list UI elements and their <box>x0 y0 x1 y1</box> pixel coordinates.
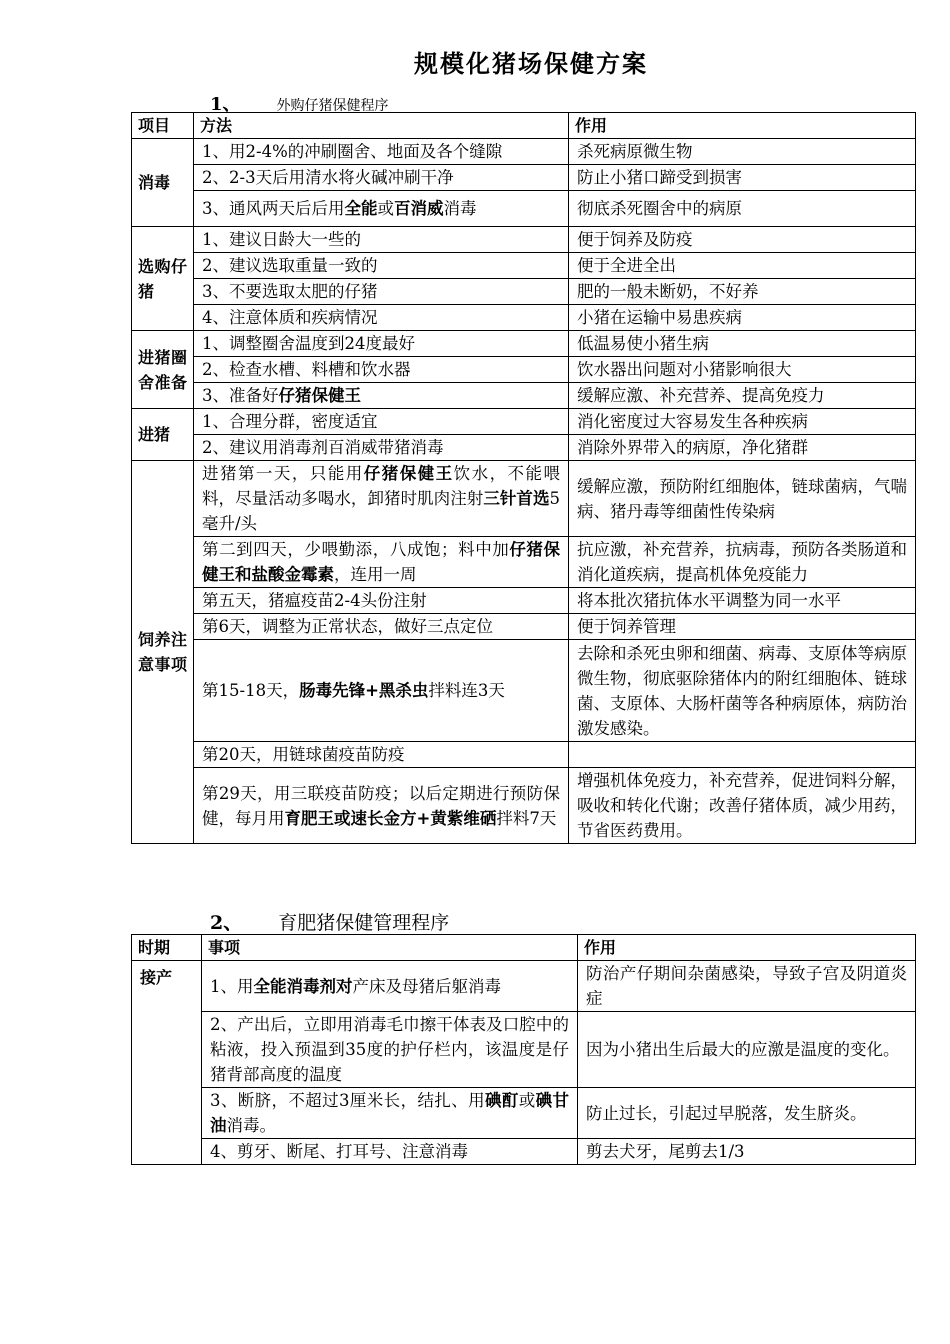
effect-cell: 便于饲养及防疫 <box>569 227 916 253</box>
page-title: 规模化猪场保健方案 <box>414 50 648 78</box>
effect-cell: 防治产仔期间杂菌感染，导致子宫及阴道炎症 <box>578 961 916 1012</box>
header-effect: 作用 <box>578 935 916 961</box>
table-row <box>132 768 916 844</box>
header-period: 时期 <box>132 935 202 961</box>
table-row <box>132 357 916 383</box>
effect-cell: 因为小猪出生后最大的应激是温度的变化。 <box>578 1012 916 1088</box>
section1-number: 1、 <box>210 94 241 115</box>
table-header-row <box>132 113 916 139</box>
method-cell: 2、产出后，立即用消毒毛巾擦干体表及口腔中的粘液，投入预温到35度的护仔栏内，该温度是仔猪背部高度的温度 <box>202 1012 578 1088</box>
effect-cell: 肥的一般未断奶，不好养 <box>569 279 916 305</box>
table-row <box>132 588 916 614</box>
header-matter: 事项 <box>202 935 578 961</box>
effect-cell <box>569 742 916 768</box>
product-name: 百消威 <box>394 199 444 218</box>
product-name: 全能 <box>344 199 378 218</box>
section2-number: 2、 <box>210 912 243 934</box>
method-cell: 4、剪牙、断尾、打耳号、注意消毒 <box>202 1139 578 1165</box>
table-row <box>132 253 916 279</box>
method-cell: 2、建议用消毒剂百消威带猪消毒 <box>194 435 569 461</box>
product-name: 碘甘油 <box>210 1091 570 1135</box>
effect-cell: 增强机体免疫力，补充营养，促进饲料分解，吸收和转化代谢；改善仔猪体质，减少用药，节省医药费用。 <box>569 768 916 844</box>
effect-cell: 消化密度过大容易发生各种疾病 <box>569 409 916 435</box>
table-row <box>132 614 916 640</box>
effect-cell: 便于饲养管理 <box>569 614 916 640</box>
product-name: 三针首选 <box>483 489 550 508</box>
category-cell: 进猪圈舍准备 <box>132 331 194 409</box>
effect-cell: 将本批次猪抗体水平调整为同一水平 <box>569 588 916 614</box>
method-cell: 进猪第一天，只能用仔猪保健王饮水，不能喂料，尽量活动多喝水，卸猪时肌肉注射三针首选5毫升/头 <box>194 461 569 537</box>
method-cell: 3、不要选取太肥的仔猪 <box>194 279 569 305</box>
effect-cell: 低温易使小猪生病 <box>569 331 916 357</box>
table-header-row <box>132 935 916 961</box>
method-cell: 1、用全能消毒剂对产床及母猪后躯消毒 <box>202 961 578 1012</box>
table-row <box>132 409 916 435</box>
method-cell: 2、2-3天后用清水将火碱冲刷干净 <box>194 165 569 191</box>
category-cell: 饲养注意事项 <box>132 461 194 844</box>
table-row <box>132 1012 916 1088</box>
table-row <box>132 537 916 588</box>
header-item: 项目 <box>132 113 194 139</box>
effect-cell: 缓解应激、补充营养、提高免疫力 <box>569 383 916 409</box>
table-row <box>132 191 916 227</box>
table-row <box>132 640 916 742</box>
table-row <box>132 139 916 165</box>
effect-cell: 彻底杀死圈舍中的病原 <box>569 191 916 227</box>
table-row <box>132 435 916 461</box>
method-cell: 1、建议日龄大一些的 <box>194 227 569 253</box>
method-cell: 第29天，用三联疫苗防疫；以后定期进行预防保健，每月用育肥王或速长金方+黄紫维硒拌料7天 <box>194 768 569 844</box>
table-row <box>132 165 916 191</box>
method-cell: 第二到四天，少喂勤添，八成饱；料中加仔猪保健王和盐酸金霉素，连用一周 <box>194 537 569 588</box>
finishing-pig-table <box>131 934 916 1165</box>
effect-cell: 防止小猪口蹄受到损害 <box>569 165 916 191</box>
method-cell: 1、用2-4%的冲刷圈舍、地面及各个缝隙 <box>194 139 569 165</box>
effect-cell: 饮水器出问题对小猪影响很大 <box>569 357 916 383</box>
method-cell: 2、检查水槽、料槽和饮水器 <box>194 357 569 383</box>
category-cell: 选购仔猪 <box>132 227 194 331</box>
method-cell: 3、通风两天后后用全能或百消威消毒 <box>194 191 569 227</box>
method-cell: 4、注意体质和疾病情况 <box>194 305 569 331</box>
method-cell: 第五天，猪瘟疫苗2-4头份注射 <box>194 588 569 614</box>
product-name: 育肥王或速长金方+黄紫维硒 <box>284 808 497 828</box>
effect-cell: 便于全进全出 <box>569 253 916 279</box>
product-name: 仔猪保健王 <box>363 464 454 483</box>
effect-cell: 杀死病原微生物 <box>569 139 916 165</box>
purchased-piglet-table <box>131 112 916 844</box>
header-method: 方法 <box>194 113 569 139</box>
method-cell: 1、调整圈舍温度到24度最好 <box>194 331 569 357</box>
method-cell: 第20天，用链球菌疫苗防疫 <box>194 742 569 768</box>
effect-cell: 小猪在运输中易患疾病 <box>569 305 916 331</box>
table-row <box>132 742 916 768</box>
category-cell: 消毒 <box>132 139 194 227</box>
method-cell: 1、合理分群，密度适宜 <box>194 409 569 435</box>
effect-cell: 抗应激，补充营养，抗病毒，预防各类肠道和消化道疾病，提高机体免疫能力 <box>569 537 916 588</box>
product-name: 仔猪保健王 <box>278 386 361 405</box>
table-row <box>132 383 916 409</box>
product-name: 肠毒先锋+黑杀虫 <box>299 681 429 700</box>
effect-cell: 去除和杀死虫卵和细菌、病毒、支原体等病原微生物，彻底驱除猪体内的附红细胞体、链球菌、支原体、大肠杆菌等各种病原体，病防治激发感染。 <box>569 640 916 742</box>
table-row <box>132 461 916 537</box>
section2-heading <box>210 908 449 935</box>
product-name: 全能消毒剂对 <box>253 976 353 996</box>
table-row <box>132 305 916 331</box>
product-name: 仔猪保健王和盐酸金霉素 <box>202 540 561 584</box>
effect-cell: 缓解应激，预防附红细胞体，链球菌病，气喘病、猪丹毒等细菌性传染病 <box>569 461 916 537</box>
method-cell: 第6天，调整为正常状态，做好三点定位 <box>194 614 569 640</box>
section2-title: 育肥猪保健管理程序 <box>278 912 450 934</box>
effect-cell: 消除外界带入的病原，净化猪群 <box>569 435 916 461</box>
method-cell: 3、准备好仔猪保健王 <box>194 383 569 409</box>
table-row <box>132 331 916 357</box>
table-row <box>132 1088 916 1139</box>
method-cell: 3、断脐，不超过3厘米长，结扎、用碘酊或碘甘油消毒。 <box>202 1088 578 1139</box>
table-row <box>132 961 916 1012</box>
header-effect: 作用 <box>569 113 916 139</box>
category-cell: 进猪 <box>132 409 194 461</box>
method-cell: 2、建议选取重量一致的 <box>194 253 569 279</box>
method-cell: 第15-18天，肠毒先锋+黑杀虫拌料连3天 <box>194 640 569 742</box>
section1-title: 外购仔猪保健程序 <box>276 98 389 114</box>
table-row <box>132 1139 916 1165</box>
effect-cell: 剪去犬牙，尾剪去1/3 <box>578 1139 916 1165</box>
effect-cell: 防止过长，引起过早脱落，发生脐炎。 <box>578 1088 916 1139</box>
product-name: 碘酊 <box>484 1091 519 1110</box>
table-row <box>132 279 916 305</box>
category-cell: 接产 <box>132 961 202 1165</box>
table-row <box>132 227 916 253</box>
